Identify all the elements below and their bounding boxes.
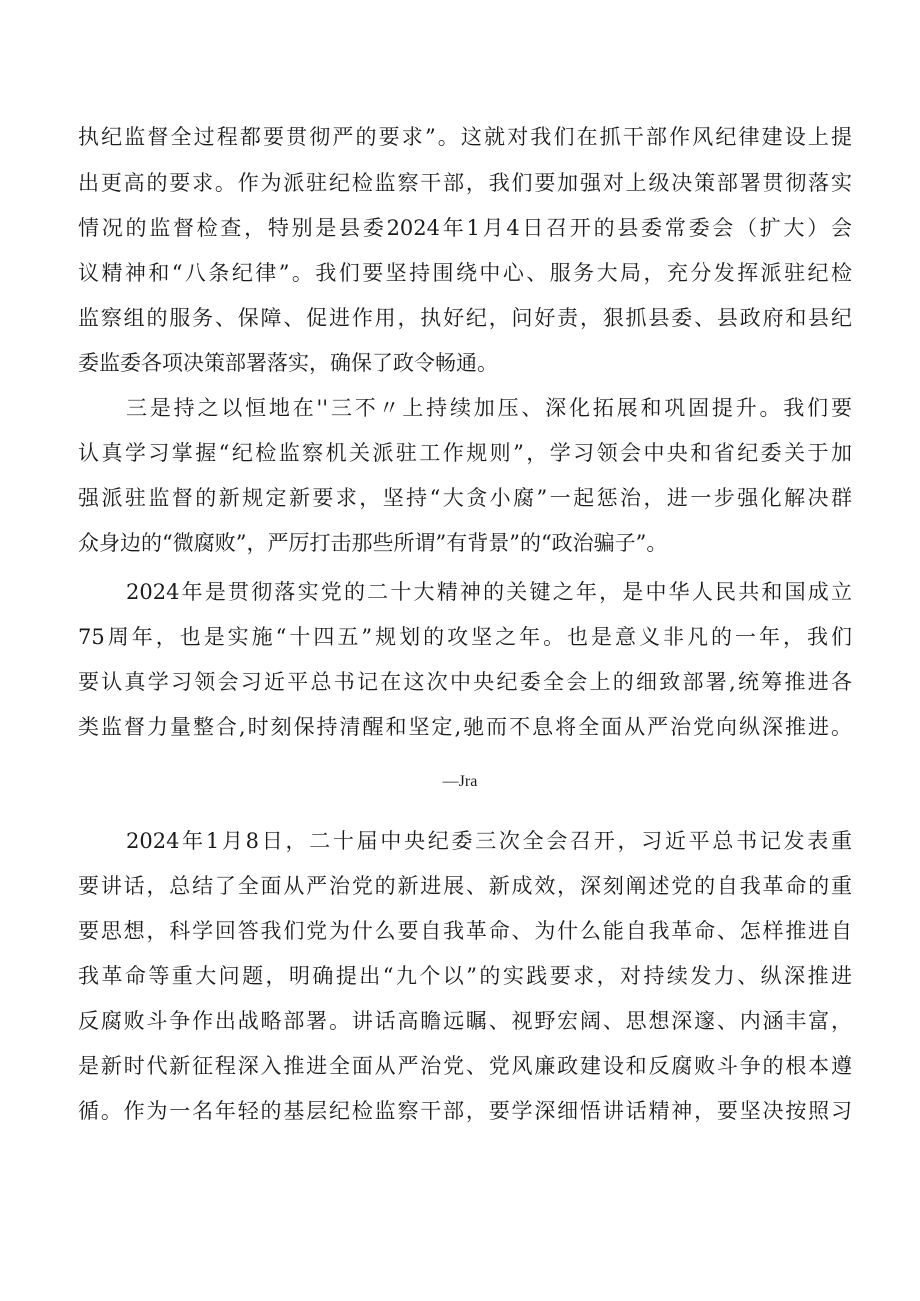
paragraph-1-line-2: 出更高的要求。作为派驻纪检监察干部，我们要加强对上级决策部署贯彻落实 bbox=[78, 171, 852, 195]
paragraph-4-line-5: 反腐败斗争作出战略部署。讲话高瞻远瞩、视野宏阔、思想深邃、内涵丰富， bbox=[78, 1009, 852, 1033]
paragraph-4-line-6: 是新时代新征程深入推进全面从严治党、党风廉政建设和反腐败斗争的根本遵 bbox=[78, 1054, 852, 1078]
paragraph-4-line-4: 我革命等重大问题，明确提出“九个以”的实践要求，对持续发力、纵深推进 bbox=[78, 964, 852, 988]
paragraph-2-line-3: 强派驻监督的新规定新要求，坚持“大贪小腐”一起惩治，进一步强化解决群 bbox=[78, 486, 852, 510]
paragraph-4-line-1: 2024年1月8日，二十届中央纪委三次全会召开，习近平总书记发表重 bbox=[126, 829, 852, 853]
paragraph-2-line-2: 认真学习掌握“纪检监察机关派驻工作规则”，学习领会中央和省纪委关于加 bbox=[78, 441, 852, 465]
paragraph-1-line-6: 委监委各项决策部署落实，确保了政令畅通。 bbox=[78, 351, 498, 375]
paragraph-4-line-2: 要讲话，总结了全面从严治党的新进展、新成效，深刻阐述党的自我革命的重 bbox=[78, 874, 852, 898]
section-separator: —Jra bbox=[442, 773, 478, 790]
paragraph-3-line-4: 类监督力量整合,时刻保持清醒和坚定,驰而不息将全面从严治党向纵深推进。 bbox=[78, 715, 852, 739]
paragraph-1-line-5: 监察组的服务、保障、促进作用，执好纪，问好责，狠抓县委、县政府和县纪 bbox=[78, 306, 852, 330]
paragraph-4-line-7: 循。作为一名年轻的基层纪检监察干部，要学深细悟讲话精神，要坚决按照习 bbox=[78, 1099, 852, 1123]
paragraph-1-line-3: 情况的监督检查，特别是县委2024年1月4日召开的县委常委会（扩大）会 bbox=[78, 216, 852, 240]
paragraph-2-line-4: 众身边的“微腐败”，严厉打击那些所谓”有背景”的“政治骗子”。 bbox=[78, 531, 668, 555]
paragraph-1-line-4: 议精神和“八条纪律”。我们要坚持围绕中心、服务大局，充分发挥派驻纪检 bbox=[78, 261, 852, 285]
paragraph-3-line-1: 2024年是贯彻落实党的二十大精神的关键之年，是中华人民共和国成立 bbox=[126, 580, 852, 604]
paragraph-4-line-3: 要思想，科学回答我们党为什么要自我革命、为什么能自我革命、怎样推进自 bbox=[78, 919, 852, 943]
paragraph-3-line-3: 要认真学习领会习近平总书记在这次中央纪委全会上的细致部署,统筹推进各 bbox=[78, 670, 852, 694]
paragraph-3-line-2: 75周年，也是实施“十四五”规划的攻坚之年。也是意义非凡的一年，我们 bbox=[78, 625, 852, 649]
paragraph-2-line-1: 三是持之以恒地在''三不〃上持续加压、深化拓展和巩固提升。我们要 bbox=[126, 396, 852, 420]
paragraph-1-line-1: 执纪监督全过程都要贯彻严的要求”。这就对我们在抓干部作风纪律建设上提 bbox=[78, 125, 852, 149]
